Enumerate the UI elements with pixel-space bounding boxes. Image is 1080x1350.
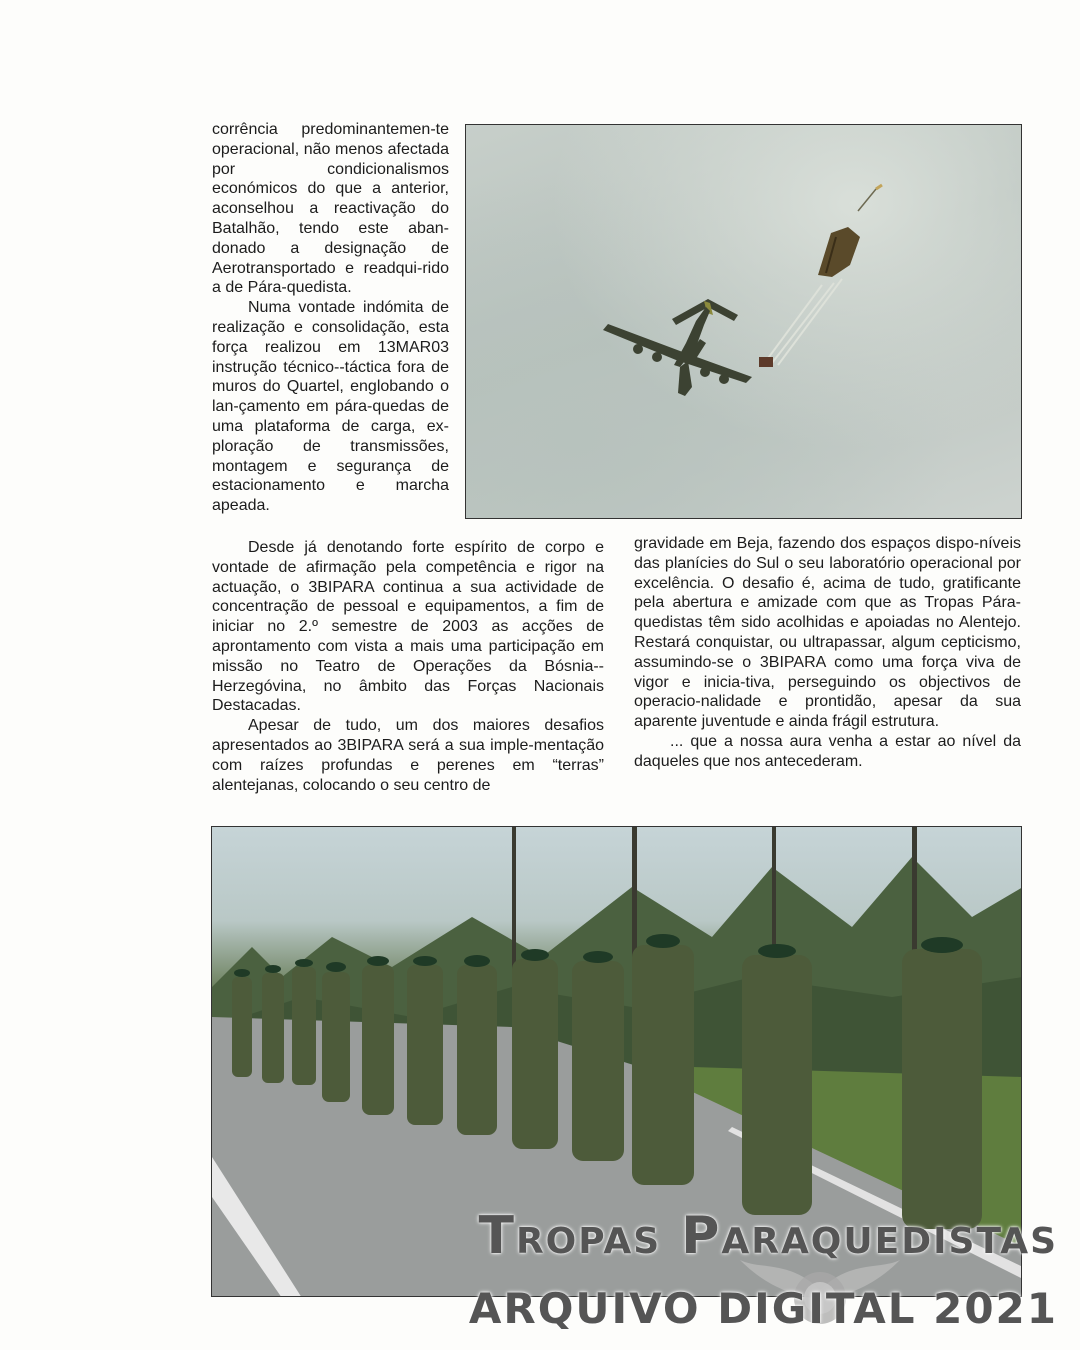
article-paragraph: Numa vontade indómita de realização e consolidação, esta força realizou em 13MAR03 instrução técnico--táctica fora de muros do Quartel, englobando o lan-çamento em pára-quedas de uma plataforma de carga, ex-ploração de transmissões, montagem e segurança de estacionamento e marcha apeada. bbox=[212, 299, 449, 515]
aircraft-airdrop-photo bbox=[465, 124, 1022, 519]
rigging-lines bbox=[766, 279, 842, 365]
article-paragraph: Desde já denotando forte espírito de corpo e vontade de afirmação pela competência e rigor na actuação, o 3BIPARA continua a sua actividade de concentração de pessoal e equipamentos, a fim de iniciar no 2.º semestre de 2003 as acções de aprontamento com vista a mais uma participação em missão no Teatro de Operações da Bósnia--Herzegóvina, no âmbito das Forças Nacionais Destacadas. bbox=[212, 539, 604, 715]
article-paragraph: gravidade em Beja, fazendo dos espaços dispo-níveis das planícies do Sul o seu laboratório operacional por excelência. O desafio é, acima de tudo, gratificante pela abertura e amizade com que as Tropas Pára-quedistas têm sido acolhidas e apoiadas no Alentejo. Restará conquistar, ou ultrapassar, algum cepticismo, assumindo-se o 3BIPARA como uma força viva de vigor e inicia-tiva, perseguindo os objectivos de operacio-nalidade e prontidão, apesar da sua aparente juventude e ainda frágil estrutura. bbox=[634, 535, 1021, 731]
article-column-right bbox=[634, 534, 1021, 772]
watermark-subtitle: ARQUIVO DIGITAL 2021 bbox=[468, 1284, 1058, 1333]
watermark-title: Tropas Paraquedistas bbox=[478, 1206, 1058, 1266]
article-column-top bbox=[212, 120, 449, 516]
parachute-canopy-icon bbox=[818, 185, 882, 277]
aircraft-icon bbox=[603, 299, 752, 396]
cargo-platform-icon bbox=[759, 357, 773, 367]
article-paragraph: ... que a nossa aura venha a estar ao nível da daqueles que nos antecederam. bbox=[634, 732, 1021, 770]
article-paragraph: corrência predominantemen-te operacional, não menos afectada por condicionalismos económicos do que a anterior, aconselhou a reactivação do Batalhão, tendo este aban-donado a designação de Aerotransportado e readqui-rido a de Pára-quedista. bbox=[212, 121, 449, 297]
aircraft-airdrop-illustration bbox=[466, 125, 1022, 519]
article-column-left bbox=[212, 538, 604, 795]
article-paragraph: Apesar de tudo, um dos maiores desafios apresentados ao 3BIPARA será a sua imple-mentação com raízes profundas e perenes em “terras” alentejanas, colocando o seu centro de bbox=[212, 717, 604, 794]
